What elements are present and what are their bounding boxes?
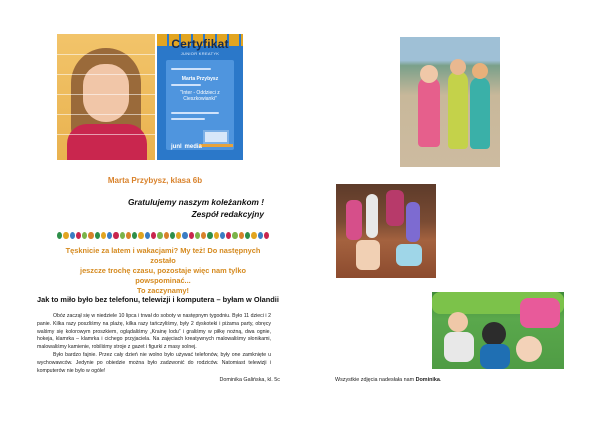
border-ornament bbox=[245, 232, 250, 239]
credit-prefix: Wszystkie zdjęcia nadesłała nam bbox=[335, 377, 416, 383]
border-ornament bbox=[251, 232, 256, 239]
certificate-course: "Inter - Oddzieci z Cieszkowianki" bbox=[180, 90, 220, 102]
certificate-image bbox=[157, 34, 243, 160]
border-ornament bbox=[57, 232, 62, 239]
border-ornament bbox=[226, 232, 231, 239]
border-ornament bbox=[138, 232, 143, 239]
portrait-caption: Marta Przybysz, klasa 6b bbox=[107, 176, 203, 185]
border-ornament bbox=[207, 232, 212, 239]
teaser-line2: jeszcze trochę czasu, pozostaje więc nam tylko powspominać... bbox=[80, 266, 246, 285]
bouncy-castle-photo bbox=[432, 292, 564, 369]
congrats-line1: Gratulujemy naszym koleżankom ! bbox=[127, 197, 264, 207]
border-ornament bbox=[82, 232, 87, 239]
border-ornament bbox=[126, 232, 131, 239]
border-ornament bbox=[214, 232, 219, 239]
border-ornament bbox=[189, 232, 194, 239]
border-ornament bbox=[95, 232, 100, 239]
border-ornament bbox=[232, 232, 237, 239]
border-ornament bbox=[88, 232, 93, 239]
teaser-line3: To zaczynamy! bbox=[136, 286, 190, 295]
certificate-title: Certyfikat bbox=[171, 37, 229, 51]
border-ornament bbox=[164, 232, 169, 239]
border-ornament bbox=[63, 232, 68, 239]
border-ornament bbox=[170, 232, 175, 239]
article-paragraph: Było bardzo fajnie. Przez cały dzień nie wolno było używać telefonów, były one zamknięte u wychowawców. Jedynie po obiedzie można było zadzwonić do rodziców. Natomiast telewizji i komputerów nie było w ogóle! bbox=[37, 351, 271, 374]
certificate-subtitle: JUNIOR KREATYK bbox=[180, 51, 220, 56]
border-ornament bbox=[157, 232, 162, 239]
portrait-photo bbox=[57, 34, 155, 160]
border-ornament bbox=[113, 232, 118, 239]
credit-suffix: . bbox=[439, 377, 442, 383]
border-ornament bbox=[264, 232, 269, 239]
border-ornament bbox=[70, 232, 75, 239]
article-title: Jak to miło było bez telefonu, telewizji i komputera – byłam w Olandii bbox=[37, 295, 279, 304]
kids-beach-photo bbox=[400, 37, 500, 167]
border-ornament bbox=[258, 232, 263, 239]
border-ornament bbox=[239, 232, 244, 239]
article-signature: Dominika Galińska, kl. 5c bbox=[219, 377, 280, 383]
congrats-text bbox=[112, 196, 264, 220]
border-ornament bbox=[76, 232, 81, 239]
certificate-recipient: Marta Przybysz bbox=[181, 76, 219, 82]
teaser-text bbox=[58, 246, 268, 296]
dance-photo bbox=[336, 184, 436, 278]
article-body bbox=[37, 313, 271, 375]
border-ornament bbox=[195, 232, 200, 239]
credit-name: Dominika bbox=[415, 377, 440, 383]
border-ornament bbox=[120, 232, 125, 239]
border-ornament bbox=[145, 232, 150, 239]
border-ornament bbox=[132, 232, 137, 239]
border-ornament bbox=[107, 232, 112, 239]
border-ornament bbox=[201, 232, 206, 239]
border-ornament bbox=[182, 232, 187, 239]
decorative-border bbox=[57, 231, 269, 241]
border-ornament bbox=[101, 232, 106, 239]
article-paragraph: Obóz zaczął się w niedziele 10 lipca i trwał do soboty w następnym tygodniu. Było 11 dzieci i 2 panie. Kilka razy poszliśmy na plażę, kilka razy tańczyliśmy, były 2 dyskoteki i piżama party, obręcy walśmy się kolorowym proszkiem, oglądaliśmy „Krainę lodu” i graliśmy w piłkę nożną, dwa ognie, hokeja, klamrka – klamrka i cichego przyjaciela. Na zajęciach kreatywnych malowaliśmy słonikami, malowaliśmy kamienie, robiliśmy stroje z gazet i figurki z masy solnej. bbox=[37, 313, 271, 351]
teaser-line1: Tęsknicie za latem i wakacjami? My też! Do następnych zostało bbox=[65, 246, 261, 265]
border-ornament bbox=[176, 232, 181, 239]
congrats-line2: Zespół redakcyjny bbox=[191, 209, 264, 219]
border-ornament bbox=[220, 232, 225, 239]
photo-credit bbox=[335, 377, 485, 383]
border-ornament bbox=[151, 232, 156, 239]
certificate-brand: junl media bbox=[171, 144, 202, 150]
